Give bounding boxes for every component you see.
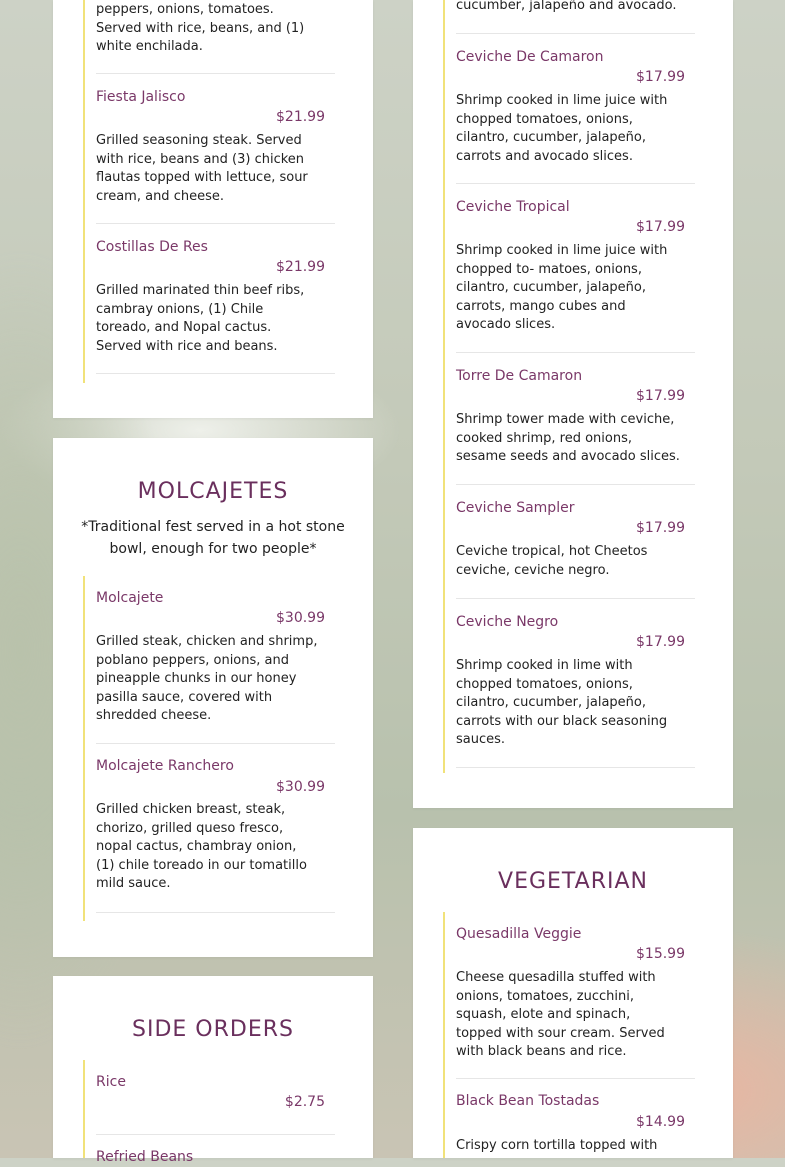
menu-items xyxy=(443,0,695,773)
item-name[interactable]: Rice xyxy=(96,1074,126,1090)
menu-item xyxy=(96,224,335,374)
menu-item xyxy=(96,1060,335,1135)
item-name[interactable]: Costillas De Res xyxy=(96,239,208,255)
item-price: $17.99 xyxy=(636,69,685,85)
menu-item xyxy=(96,0,335,74)
section-title: MOLCAJETES xyxy=(137,479,289,504)
item-price: $15.99 xyxy=(636,946,685,962)
item-price: $17.99 xyxy=(636,634,685,650)
item-name[interactable]: Molcajete xyxy=(96,590,164,606)
item-description: Crispy corn tortilla topped with xyxy=(456,1138,658,1153)
item-name[interactable]: Torre De Camaron xyxy=(456,368,583,384)
item-description: Shrimp cooked in lime juice with chopped tomatoes, onions, cilantro, cucumber, jalapeño, carrots and avocado slices. xyxy=(456,93,668,164)
item-name[interactable]: Black Bean Tostadas xyxy=(456,1093,600,1109)
menu-item xyxy=(96,576,335,744)
item-price: $21.99 xyxy=(276,109,325,125)
menu-item xyxy=(456,0,695,34)
item-price: $21.99 xyxy=(276,259,325,275)
ceviches-card xyxy=(413,0,733,808)
menu-item xyxy=(456,34,695,184)
item-description: Shrimp cooked in lime with chopped tomatoes, onions, cilantro, cucumber, jalapeño, carrots with our black seasoning sauces. xyxy=(456,658,668,747)
item-price: $17.99 xyxy=(636,219,685,235)
item-name[interactable]: Ceviche De Camaron xyxy=(456,49,604,65)
item-price: $17.99 xyxy=(636,520,685,536)
item-description: cucumber, jalapeño and avocado. xyxy=(456,0,677,13)
item-price: $14.99 xyxy=(636,1114,685,1130)
item-description: Cheese quesadilla stuffed with onions, tomatoes, zucchini, squash, elote and spinach, topped with sour cream. Served with black beans and rice. xyxy=(456,970,665,1059)
menu-item xyxy=(456,485,695,599)
enchiladas-card xyxy=(53,0,373,418)
item-description: Grilled steak, chicken and shrimp, poblano peppers, onions, and pineapple chunks in our honey pasilla sauce, covered with shredded cheese. xyxy=(96,634,318,723)
item-price: $30.99 xyxy=(276,779,325,795)
item-name[interactable]: Ceviche Tropical xyxy=(456,199,570,215)
item-name[interactable]: Quesadilla Veggie xyxy=(456,926,582,942)
item-description: Grilled seasoning steak. Served with rice, beans and (3) chicken flautas topped with lettuce, sour cream, and cheese. xyxy=(96,133,308,204)
menu-items xyxy=(83,0,335,383)
item-name[interactable]: Fiesta Jalisco xyxy=(96,89,186,105)
section-title: VEGETARIAN xyxy=(498,869,648,894)
menu-item xyxy=(96,1135,335,1165)
item-name[interactable]: Ceviche Sampler xyxy=(456,500,575,516)
item-description: Shrimp tower made with ceviche, cooked shrimp, red onions, sesame seeds and avocado slices. xyxy=(456,412,680,464)
item-description: peppers, onions, tomatoes. Served with rice, beans, and (1) white enchilada. xyxy=(96,2,305,54)
menu-items xyxy=(83,576,335,921)
vegetarian-card xyxy=(413,828,733,1158)
section-title: SIDE ORDERS xyxy=(132,1017,294,1042)
item-price: $17.99 xyxy=(636,388,685,404)
menu-item xyxy=(456,599,695,768)
item-description: Ceviche tropical, hot Cheetos ceviche, ceviche negro. xyxy=(456,544,648,578)
side-orders-card xyxy=(53,976,373,1165)
section-description: *Traditional fest served in a hot stone bowl, enough for two people* xyxy=(81,519,345,557)
menu-item xyxy=(96,744,335,913)
molcajetes-card xyxy=(53,438,373,957)
menu-item xyxy=(456,184,695,353)
menu-items xyxy=(443,912,695,1158)
menu-items xyxy=(83,1060,335,1165)
menu-item xyxy=(96,74,335,224)
item-name[interactable]: Refried Beans xyxy=(96,1149,194,1165)
item-price: $2.75 xyxy=(284,1094,325,1110)
item-description: Grilled chicken breast, steak, chorizo, grilled queso fresco, nopal cactus, chambray onion, (1) chile toreado in our tomatillo mild sauce. xyxy=(96,802,307,891)
menu-item xyxy=(456,353,695,485)
item-name[interactable]: Molcajete Ranchero xyxy=(96,758,234,774)
item-price: $30.99 xyxy=(276,610,325,626)
item-name[interactable]: Ceviche Negro xyxy=(456,614,559,630)
menu-item xyxy=(456,1079,695,1159)
item-description: Grilled marinated thin beef ribs, cambray onions, (1) Chile toreado, and Nopal cactus. Served with rice and beans. xyxy=(96,283,305,354)
menu-item xyxy=(456,912,695,1079)
item-description: Shrimp cooked in lime juice with chopped to- matoes, onions, cilantro, cucumber, jalapeño, carrots, mango cubes and avocado slices. xyxy=(456,243,668,332)
